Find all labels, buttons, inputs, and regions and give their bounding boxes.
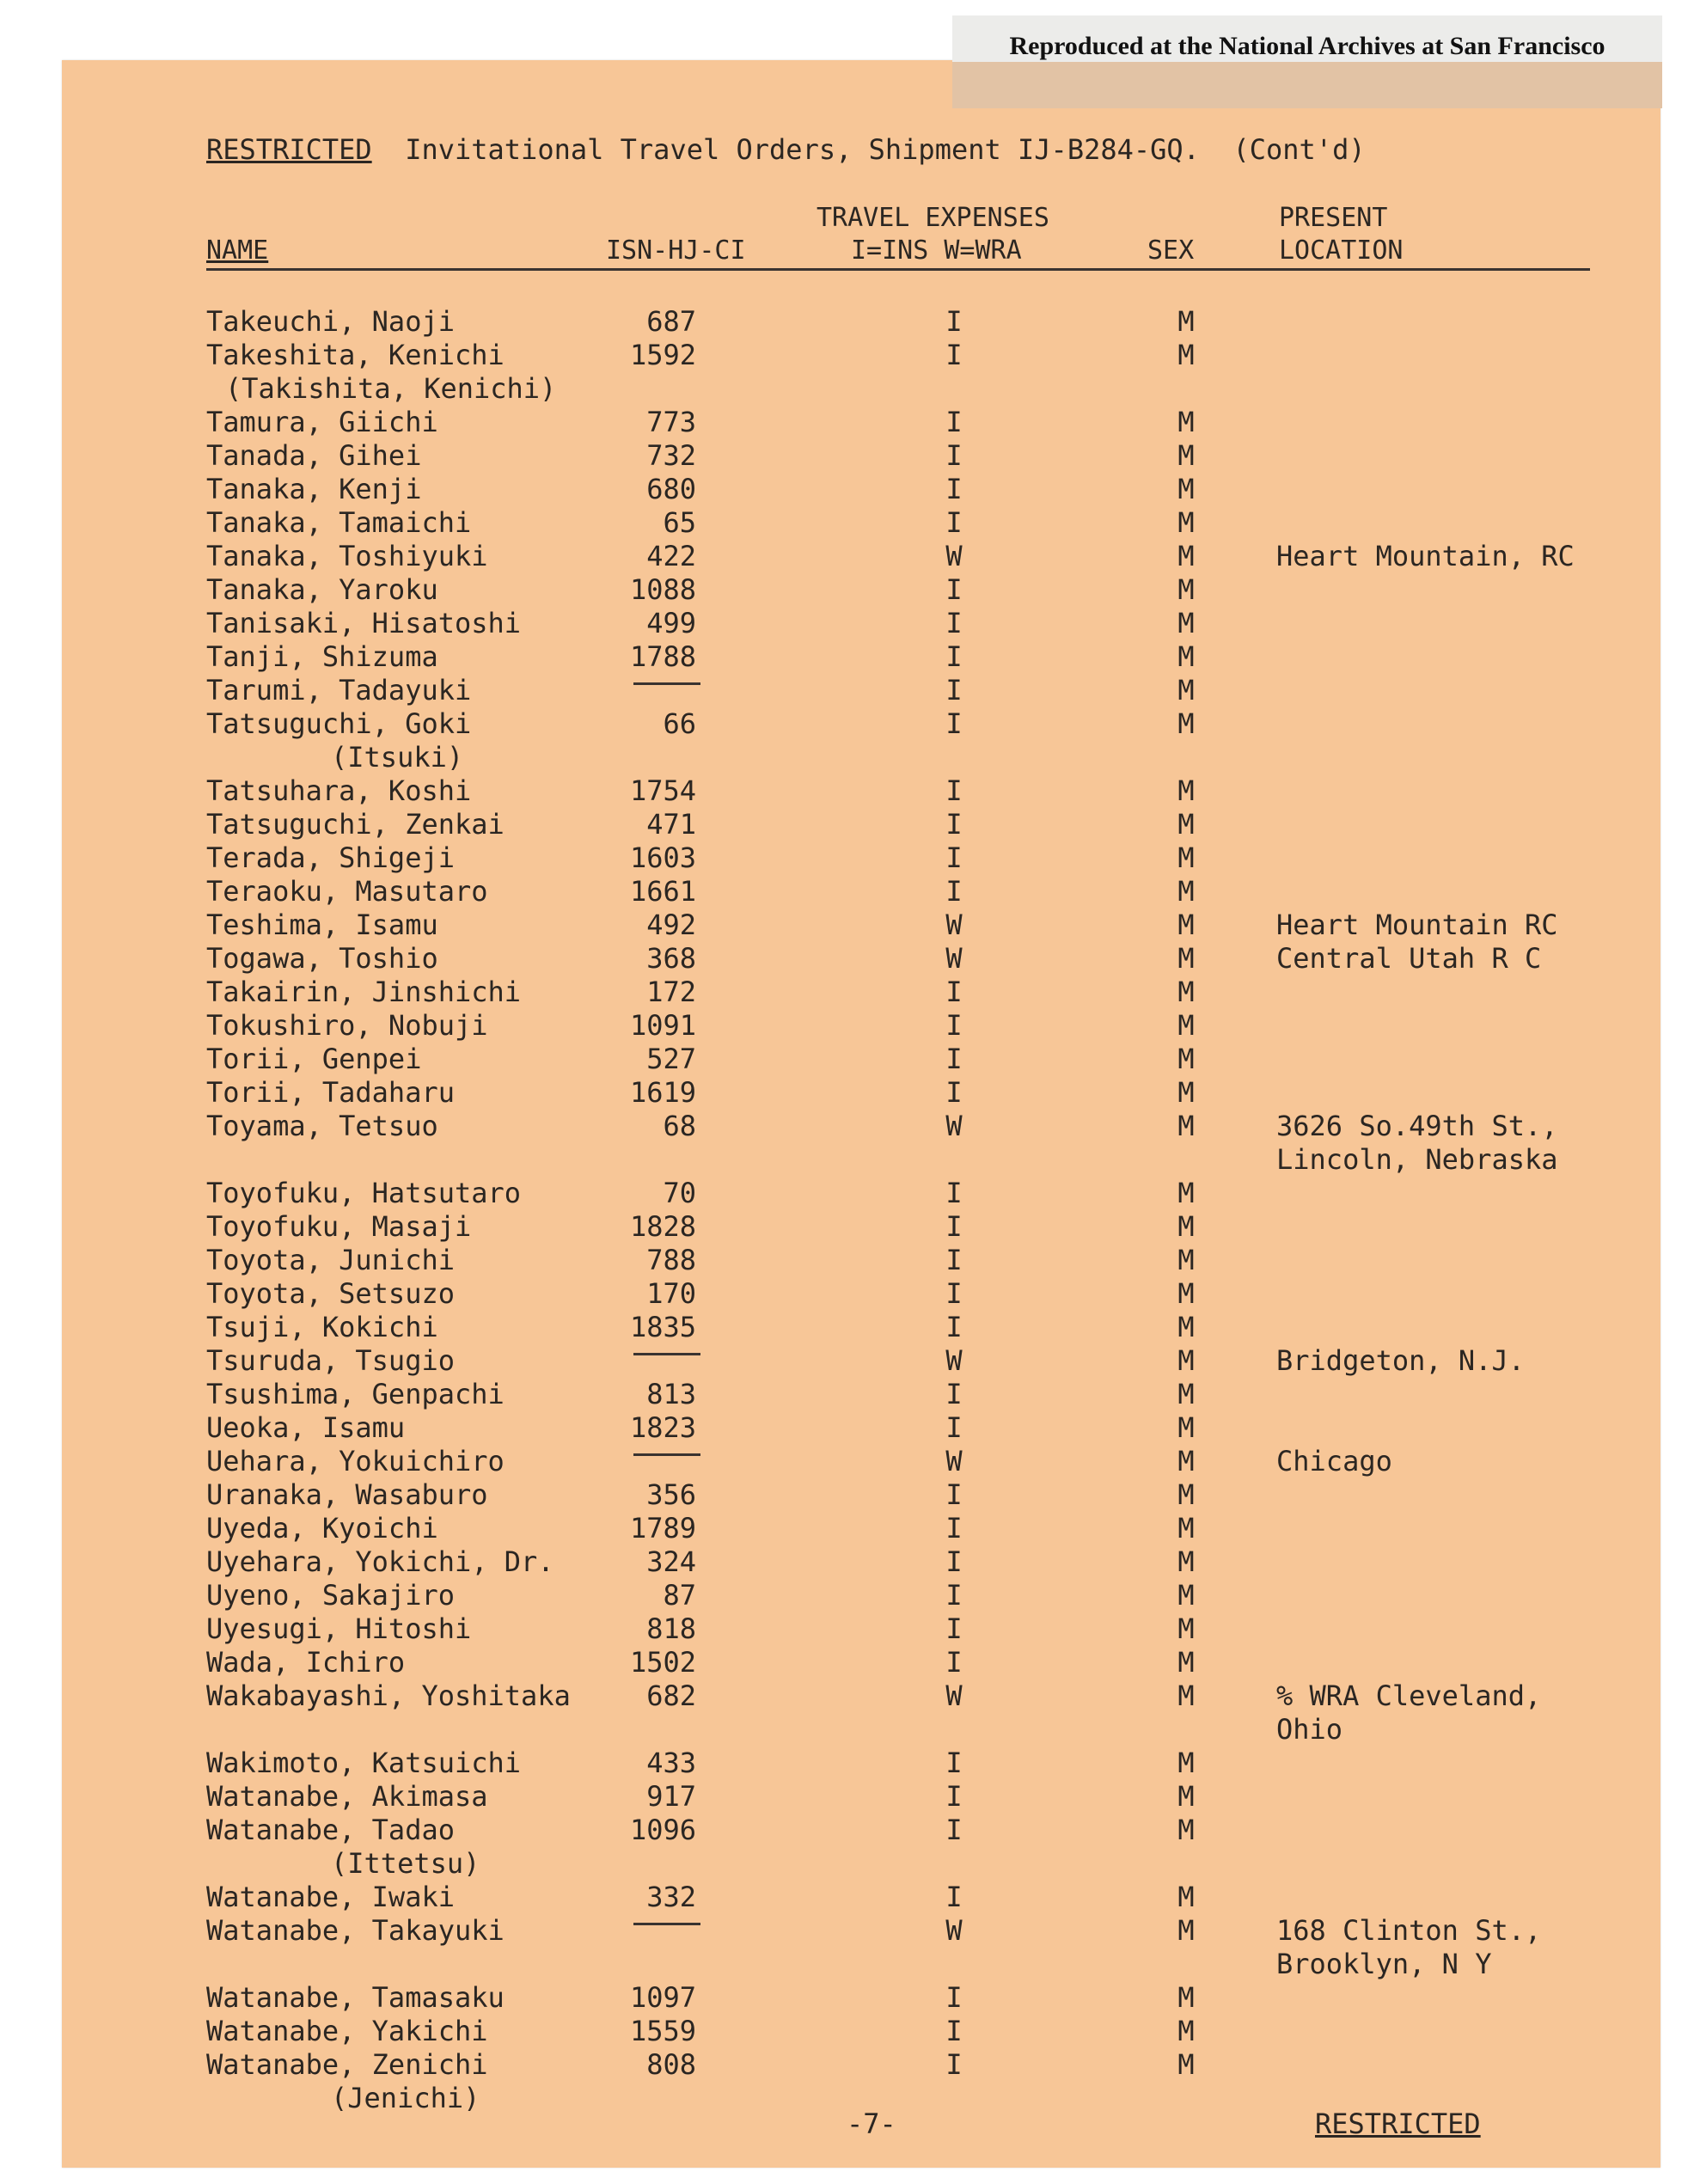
table-row	[206, 707, 1607, 741]
row-travel-expenses: I	[945, 1277, 963, 1310]
row-isn: 332	[646, 1881, 696, 1913]
row-sex: M	[1177, 1378, 1195, 1410]
row-travel-expenses: I	[945, 674, 963, 707]
table-row	[206, 339, 1607, 372]
row-name: Tanaka, Yaroku	[206, 573, 438, 606]
table-row	[206, 607, 1607, 640]
table-row	[206, 1881, 1607, 1914]
row-name: Tamura, Giichi	[206, 406, 438, 438]
row-isn: 527	[646, 1043, 696, 1075]
row-travel-expenses: I	[945, 1579, 963, 1612]
row-travel-expenses: I	[945, 808, 963, 841]
row-travel-expenses: I	[945, 1814, 963, 1846]
row-sex: M	[1177, 607, 1195, 639]
row-name: Takeuchi, Naoji	[206, 305, 455, 338]
table-row	[206, 573, 1607, 607]
row-isn: 170	[646, 1277, 696, 1310]
row-name: Tatsuhara, Koshi	[206, 774, 472, 807]
row-sex: M	[1177, 942, 1195, 975]
row-name: Tanisaki, Hisatoshi	[206, 607, 522, 639]
row-travel-expenses: W	[945, 1679, 963, 1712]
row-isn	[633, 1923, 700, 1925]
row-travel-expenses: I	[945, 875, 963, 908]
row-travel-expenses: I	[945, 607, 963, 639]
row-isn: 65	[663, 506, 696, 539]
row-travel-expenses: I	[945, 1646, 963, 1679]
row-isn: 356	[646, 1478, 696, 1511]
table-row	[206, 1814, 1607, 1847]
row-travel-expenses: I	[945, 774, 963, 807]
row-isn: 917	[646, 1780, 696, 1813]
table-row	[206, 841, 1607, 875]
row-isn: 773	[646, 406, 696, 438]
table-row	[206, 1914, 1607, 1948]
row-travel-expenses: I	[945, 1043, 963, 1075]
row-name: Uyeno, Sakajiro	[206, 1579, 455, 1612]
row-travel-expenses: I	[945, 1177, 963, 1209]
row-travel-expenses: I	[945, 573, 963, 606]
row-name: Tanada, Gihei	[206, 439, 422, 472]
row-sex: M	[1177, 1814, 1195, 1846]
row-travel-expenses: I	[945, 2048, 963, 2081]
row-travel-expenses: I	[945, 1478, 963, 1511]
row-name: Tarumi, Tadayuki	[206, 674, 472, 707]
row-isn: 66	[663, 707, 696, 740]
row-travel-expenses: I	[945, 1009, 963, 1042]
row-sex: M	[1177, 1445, 1195, 1477]
row-sex: M	[1177, 305, 1195, 338]
archive-label-text: Reproduced at the National Archives at San Francisco	[1009, 32, 1605, 60]
row-sex: M	[1177, 1344, 1195, 1377]
page-number: -7-	[847, 2108, 896, 2140]
row-name: Terada, Shigeji	[206, 841, 455, 874]
row-travel-expenses: I	[945, 406, 963, 438]
table-row	[206, 439, 1607, 473]
row-isn	[633, 1453, 700, 1456]
row-isn: 1789	[629, 1512, 696, 1545]
row-isn: 682	[646, 1679, 696, 1712]
row-travel-expenses: I	[945, 439, 963, 472]
row-isn: 68	[663, 1110, 696, 1142]
row-isn: 368	[646, 942, 696, 975]
row-travel-expenses: W	[945, 1344, 963, 1377]
table-row	[206, 1981, 1607, 2015]
row-isn: 808	[646, 2048, 696, 2081]
row-alias: (Jenichi)	[331, 2082, 480, 2114]
table-row	[206, 473, 1607, 506]
row-name: Toyota, Junichi	[206, 1244, 455, 1276]
row-travel-expenses: W	[945, 540, 963, 572]
row-sex: M	[1177, 976, 1195, 1008]
table-row	[206, 1512, 1607, 1545]
table-row	[206, 1679, 1607, 1713]
row-sex: M	[1177, 774, 1195, 807]
table-row	[206, 1344, 1607, 1378]
table-row	[206, 1478, 1607, 1512]
row-name: Uyehara, Yokichi, Dr.	[206, 1545, 554, 1578]
row-isn: 1559	[629, 2015, 696, 2047]
row-travel-expenses: I	[945, 339, 963, 371]
row-sex: M	[1177, 339, 1195, 371]
row-travel-expenses: I	[945, 1210, 963, 1243]
table-row	[206, 1009, 1607, 1043]
row-sex: M	[1177, 2048, 1195, 2081]
row-isn: 687	[646, 305, 696, 338]
row-sex: M	[1177, 1177, 1195, 1209]
row-name: Watanabe, Yakichi	[206, 2015, 488, 2047]
row-isn	[633, 682, 700, 685]
row-sex: M	[1177, 640, 1195, 673]
row-isn: 818	[646, 1612, 696, 1645]
column-header-sex: SEX	[1147, 236, 1195, 266]
row-sex: M	[1177, 808, 1195, 841]
row-travel-expenses: I	[945, 305, 963, 338]
row-name: Takeshita, Kenichi	[206, 339, 505, 371]
table-row	[206, 1277, 1607, 1311]
row-name: Wada, Ichiro	[206, 1646, 406, 1679]
row-sex: M	[1177, 1411, 1195, 1444]
row-name: Tsuji, Kokichi	[206, 1311, 438, 1343]
row-name: Ueoka, Isamu	[206, 1411, 406, 1444]
table-row	[206, 1210, 1607, 1244]
row-name: Wakabayashi, Yoshitaka	[206, 1679, 571, 1712]
row-sex: M	[1177, 1110, 1195, 1142]
row-name: Torii, Genpei	[206, 1043, 422, 1075]
row-isn: 172	[646, 976, 696, 1008]
row-isn: 1828	[629, 1210, 696, 1243]
row-isn: 1754	[629, 774, 696, 807]
row-location: 3626 So.49th St.,	[1276, 1110, 1558, 1142]
row-travel-expenses: I	[945, 976, 963, 1008]
table-row	[206, 1311, 1607, 1344]
row-travel-expenses: I	[945, 1747, 963, 1779]
archive-label	[952, 15, 1662, 108]
table-row	[206, 976, 1607, 1009]
row-sex: M	[1177, 1210, 1195, 1243]
row-sex: M	[1177, 406, 1195, 438]
row-isn: 471	[646, 808, 696, 841]
row-sex: M	[1177, 540, 1195, 572]
row-sex: M	[1177, 1612, 1195, 1645]
row-sex: M	[1177, 1043, 1195, 1075]
header-rule	[206, 268, 1590, 271]
row-isn: 1835	[629, 1311, 696, 1343]
table-row	[206, 1780, 1607, 1814]
row-name: Watanabe, Zenichi	[206, 2048, 488, 2081]
row-sex: M	[1177, 674, 1195, 707]
row-sex: M	[1177, 1512, 1195, 1545]
row-name: Toyota, Setsuzo	[206, 1277, 455, 1310]
row-sex: M	[1177, 1579, 1195, 1612]
row-travel-expenses: I	[945, 1780, 963, 1813]
row-isn: 788	[646, 1244, 696, 1276]
row-name: Tatsuguchi, Goki	[206, 707, 472, 740]
row-travel-expenses: I	[945, 1244, 963, 1276]
row-isn: 813	[646, 1378, 696, 1410]
row-name: Teshima, Isamu	[206, 908, 438, 941]
row-name: Toyama, Tetsuo	[206, 1110, 438, 1142]
table-row	[206, 406, 1607, 439]
row-sex: M	[1177, 1244, 1195, 1276]
row-travel-expenses: I	[945, 506, 963, 539]
row-isn: 87	[663, 1579, 696, 1612]
row-isn: 1088	[629, 573, 696, 606]
row-name: Togawa, Toshio	[206, 942, 438, 975]
row-travel-expenses: I	[945, 1981, 963, 2014]
row-travel-expenses: I	[945, 1612, 963, 1645]
row-travel-expenses: I	[945, 1378, 963, 1410]
row-travel-expenses: W	[945, 1110, 963, 1142]
row-location: 168 Clinton St.,	[1276, 1914, 1542, 1947]
table-row	[206, 2015, 1607, 2048]
row-sex: M	[1177, 1747, 1195, 1779]
row-location-line2: Brooklyn, N Y	[1276, 1948, 1492, 1980]
row-travel-expenses: I	[945, 841, 963, 874]
table-row	[206, 1043, 1607, 1076]
row-name: Tanaka, Toshiyuki	[206, 540, 488, 572]
row-sex: M	[1177, 1076, 1195, 1109]
table-row	[206, 1445, 1607, 1478]
row-sex: M	[1177, 841, 1195, 874]
row-isn	[633, 1353, 700, 1355]
table-row	[206, 2048, 1607, 2082]
table-row	[206, 506, 1607, 540]
row-travel-expenses: I	[945, 707, 963, 740]
row-name: Watanabe, Tamasaku	[206, 1981, 505, 2014]
row-sex: M	[1177, 707, 1195, 740]
row-name: Wakimoto, Katsuichi	[206, 1747, 522, 1779]
row-name: Tatsuguchi, Zenkai	[206, 808, 505, 841]
row-travel-expenses: W	[945, 942, 963, 975]
table-row	[206, 1411, 1607, 1445]
row-isn: 1603	[629, 841, 696, 874]
row-isn: 1823	[629, 1411, 696, 1444]
table-row	[206, 1177, 1607, 1210]
row-location-line2: Lincoln, Nebraska	[1276, 1143, 1558, 1176]
column-header-isn: ISN-HJ-CI	[606, 236, 746, 266]
row-sex: M	[1177, 506, 1195, 539]
row-location: Heart Mountain, RC	[1276, 540, 1575, 572]
column-header-travel-line2: I=INS W=WRA	[851, 236, 1022, 266]
row-name: Uranaka, Wasaburo	[206, 1478, 488, 1511]
row-travel-expenses: W	[945, 908, 963, 941]
table-row	[206, 1545, 1607, 1579]
row-name: Tanji, Shizuma	[206, 640, 438, 673]
row-sex: M	[1177, 875, 1195, 908]
row-name: Takairin, Jinshichi	[206, 976, 522, 1008]
row-sex: M	[1177, 1679, 1195, 1712]
table-row	[206, 875, 1607, 908]
column-header-location-line1: PRESENT	[1279, 203, 1388, 233]
table-row	[206, 942, 1607, 976]
row-sex: M	[1177, 1981, 1195, 2014]
row-sex: M	[1177, 573, 1195, 606]
row-travel-expenses: I	[945, 1076, 963, 1109]
row-isn: 1502	[629, 1646, 696, 1679]
row-alias: (Itsuki)	[331, 741, 464, 774]
row-sex: M	[1177, 1780, 1195, 1813]
row-sex: M	[1177, 1881, 1195, 1913]
row-isn: 1097	[629, 1981, 696, 2014]
header-restricted: RESTRICTED	[206, 133, 372, 166]
table-row	[206, 774, 1607, 808]
row-travel-expenses: W	[945, 1914, 963, 1947]
row-name: Tanaka, Tamaichi	[206, 506, 472, 539]
row-isn: 324	[646, 1545, 696, 1578]
row-isn: 680	[646, 473, 696, 505]
row-travel-expenses: I	[945, 1411, 963, 1444]
row-name: Toyofuku, Hatsutaro	[206, 1177, 522, 1209]
row-sex: M	[1177, 1277, 1195, 1310]
document-header	[206, 133, 1366, 166]
row-isn: 1788	[629, 640, 696, 673]
row-travel-expenses: I	[945, 2015, 963, 2047]
table-row	[206, 1612, 1607, 1646]
row-isn: 422	[646, 540, 696, 572]
column-header-name: NAME	[206, 236, 269, 266]
table-row	[206, 908, 1607, 942]
row-travel-expenses: I	[945, 1881, 963, 1913]
row-sex: M	[1177, 1009, 1195, 1042]
row-name: Tanaka, Kenji	[206, 473, 422, 505]
row-location: Heart Mountain RC	[1276, 908, 1558, 941]
row-location: Central Utah R C	[1276, 942, 1542, 975]
row-name: Tsushima, Genpachi	[206, 1378, 505, 1410]
row-name: Watanabe, Iwaki	[206, 1881, 455, 1913]
table-row	[206, 1244, 1607, 1277]
row-isn: 492	[646, 908, 696, 941]
table-row	[206, 1110, 1607, 1143]
row-sex: M	[1177, 473, 1195, 505]
row-travel-expenses: I	[945, 1512, 963, 1545]
table-row	[206, 1378, 1607, 1411]
row-location: Bridgeton, N.J.	[1276, 1344, 1525, 1377]
column-header-travel-line1: TRAVEL EXPENSES	[816, 203, 1049, 233]
row-alias: (Ittetsu)	[331, 1847, 480, 1880]
row-isn: 70	[663, 1177, 696, 1209]
row-name: Torii, Tadaharu	[206, 1076, 455, 1109]
row-name: Watanabe, Takayuki	[206, 1914, 505, 1947]
table-row	[206, 640, 1607, 674]
row-name: Toyofuku, Masaji	[206, 1210, 472, 1243]
row-name: Tokushiro, Nobuji	[206, 1009, 488, 1042]
row-travel-expenses: W	[945, 1445, 963, 1477]
row-alias: (Takishita, Kenichi)	[225, 372, 557, 405]
table-row	[206, 1646, 1607, 1679]
table-row	[206, 305, 1607, 339]
row-name: Uehara, Yokuichiro	[206, 1445, 505, 1477]
header-title: Invitational Travel Orders, Shipment IJ-B284-GQ.	[405, 133, 1200, 166]
row-travel-expenses: I	[945, 1311, 963, 1343]
row-travel-expenses: I	[945, 640, 963, 673]
row-name: Watanabe, Tadao	[206, 1814, 455, 1846]
header-contd: (Cont'd)	[1232, 133, 1366, 166]
row-name: Teraoku, Masutaro	[206, 875, 488, 908]
row-sex: M	[1177, 2015, 1195, 2047]
table-row	[206, 674, 1607, 707]
row-sex: M	[1177, 1478, 1195, 1511]
row-name: Uyeda, Kyoichi	[206, 1512, 438, 1545]
table-row	[206, 540, 1607, 573]
row-isn: 1096	[629, 1814, 696, 1846]
table-row	[206, 1747, 1607, 1780]
row-isn: 732	[646, 439, 696, 472]
row-sex: M	[1177, 1545, 1195, 1578]
row-sex: M	[1177, 1914, 1195, 1947]
row-isn: 499	[646, 607, 696, 639]
row-location-line2: Ohio	[1276, 1713, 1343, 1746]
row-travel-expenses: I	[945, 473, 963, 505]
row-location: % WRA Cleveland,	[1276, 1679, 1542, 1712]
row-isn: 1619	[629, 1076, 696, 1109]
row-name: Uyesugi, Hitoshi	[206, 1612, 472, 1645]
table-row	[206, 808, 1607, 841]
column-header-location-line2: LOCATION	[1279, 236, 1404, 266]
row-isn: 1661	[629, 875, 696, 908]
row-isn: 1091	[629, 1009, 696, 1042]
row-sex: M	[1177, 908, 1195, 941]
row-sex: M	[1177, 439, 1195, 472]
row-isn: 1592	[629, 339, 696, 371]
row-travel-expenses: I	[945, 1545, 963, 1578]
row-name: Tsuruda, Tsugio	[206, 1344, 455, 1377]
table-row	[206, 1579, 1607, 1612]
row-name: Watanabe, Akimasa	[206, 1780, 488, 1813]
footer-restricted: RESTRICTED	[1315, 2108, 1481, 2140]
row-sex: M	[1177, 1311, 1195, 1343]
row-sex: M	[1177, 1646, 1195, 1679]
row-isn: 433	[646, 1747, 696, 1779]
table-row	[206, 1076, 1607, 1110]
row-location: Chicago	[1276, 1445, 1392, 1477]
